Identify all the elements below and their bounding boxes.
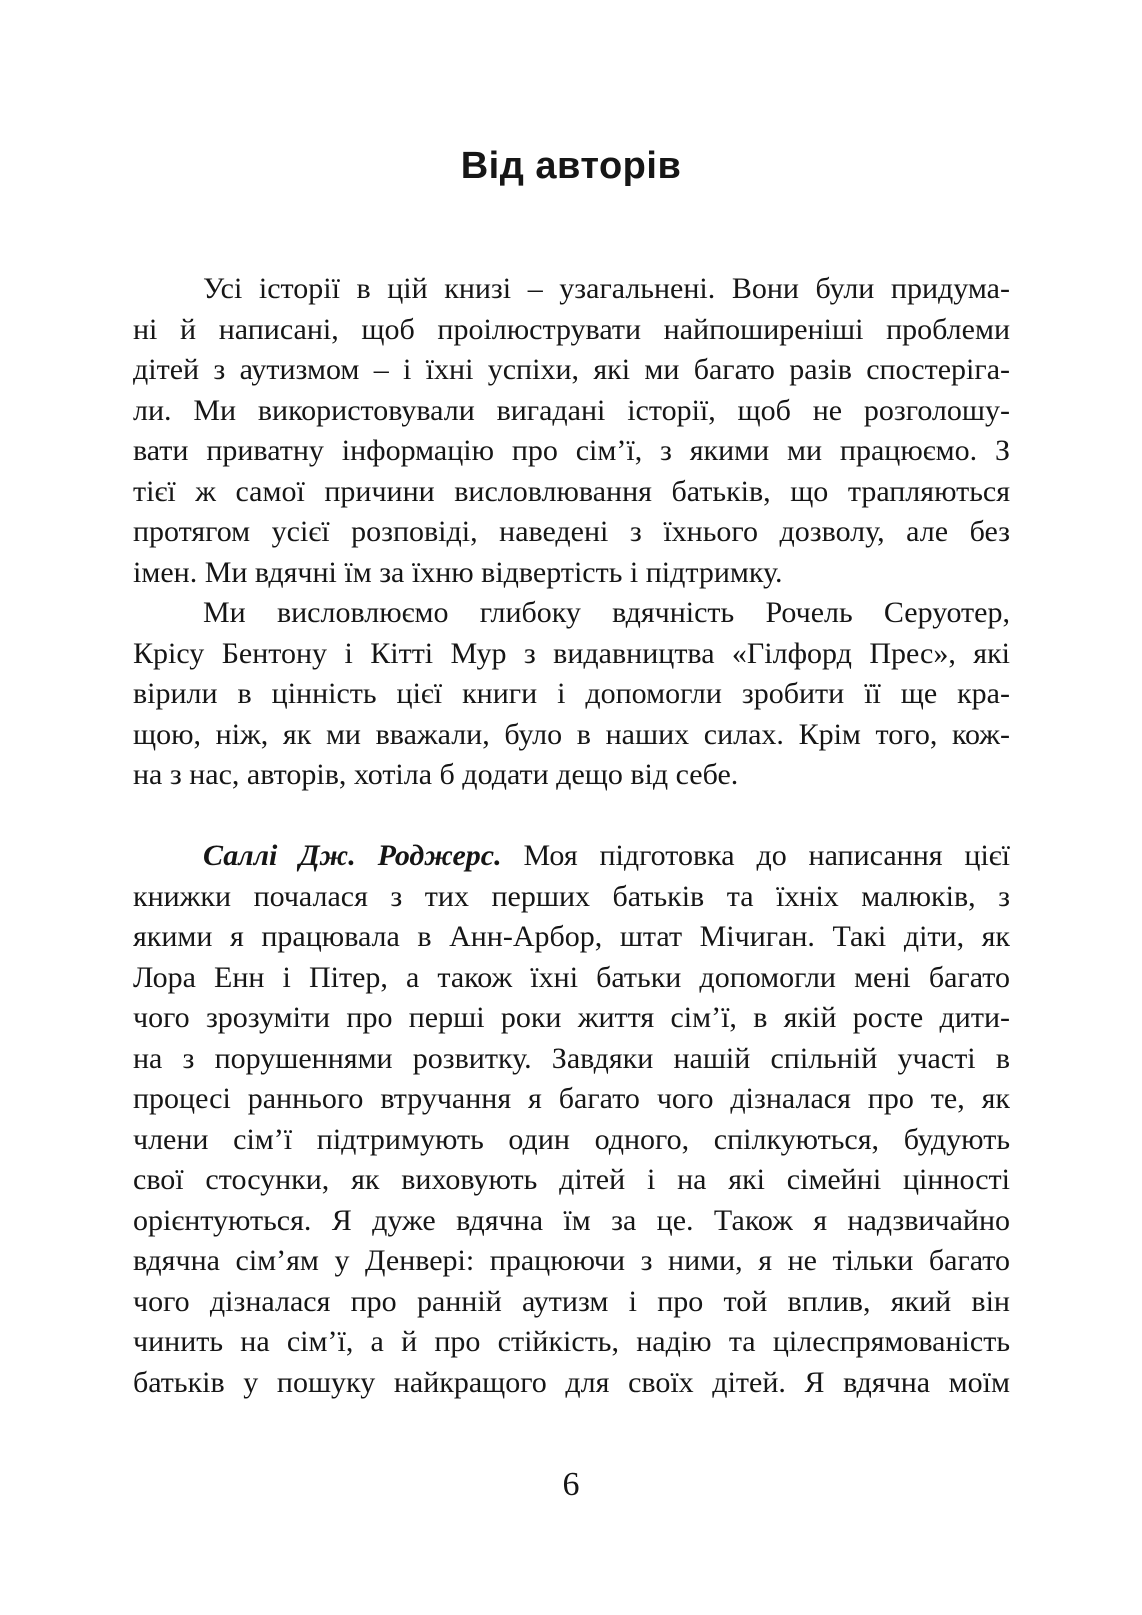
text-line: тієї ж самої причини висловлювання батьків, що трапляються — [133, 474, 1010, 508]
text-line: чинить на сім’ї, а й про стійкість, надію та цілеспрямованість — [133, 1325, 1010, 1358]
text-line: ні й написані, щоб проілюструвати найпоширеніші проблеми — [133, 312, 1010, 346]
text-line: на з порушеннями розвитку. Завдяки нашій спільній участі в — [133, 1041, 1010, 1075]
paragraph — [133, 836, 1010, 1403]
text-line: імен. Ми вдячні їм за їхню відвертість і підтримку. — [133, 555, 783, 589]
text-line: процесі раннього втручання я багато чого дізналася про те, як — [133, 1082, 1010, 1115]
text-line: якими я працювала в Анн-Арбор, штат Мічиган. Такі діти, як — [133, 920, 1010, 953]
text-line: члени сім’ї підтримують один одного, спілкуються, будують — [133, 1122, 1010, 1156]
text-line: протягом усієї розповіді, наведені з їхнього дозволу, але без — [133, 515, 1010, 548]
paragraph — [133, 593, 1010, 796]
text-line: Усі історії в цій книзі – узагальнені. Вони були придума- — [203, 272, 1010, 305]
text-line: батьків у пошуку найкращого для своїх дітей. Я вдячна моїм — [133, 1365, 1010, 1399]
text-line: Крісу Бентону і Кітті Мур з видавництва «Гілфорд Прес», які — [133, 636, 1010, 670]
paragraph — [133, 269, 1010, 593]
text-line: свої стосунки, як виховують дітей і на які сімейні цінності — [133, 1163, 1010, 1196]
text-line: Лора Енн і Пітер, а також їхні батьки допомогли мені багато — [133, 960, 1010, 994]
author-name: Саллі Дж. Роджерс. — [203, 839, 502, 872]
text-line: Ми висловлюємо глибоку вдячність Рочель Серуотер, — [203, 596, 1010, 629]
text-line: щою, ніж, як ми вважали, було в наших силах. Крім того, кож- — [133, 717, 1010, 751]
text-line: книжки почалася з тих перших батьків та їхніх малюків, з — [133, 879, 1010, 913]
text-line: чого зрозуміти про перші роки життя сім’ї, в якій росте дити- — [133, 1001, 1010, 1034]
text-line: на з нас, авторів, хотіла б додати дещо від себе. — [133, 758, 739, 791]
text-line: орієнтуються. Я дуже вдячна їм за це. Також я надзвичайно — [133, 1203, 1010, 1237]
text-line — [133, 836, 1010, 877]
text-line: вірили в цінність цієї книги і допомогли зробити її ще кра- — [133, 677, 1010, 710]
text-line: вдячна сім’ям у Денвері: працюючи з ними, я не тільки багато — [133, 1244, 1010, 1277]
text-line: дітей з аутизмом – і їхні успіхи, які ми багато разів спостеріга- — [133, 353, 1010, 386]
text-segment: Моя підготовка до написання цієї — [501, 839, 1010, 872]
text-line: вати приватну інформацію про сім’ї, з якими ми працюємо. З — [133, 434, 1010, 467]
page-number: 6 — [562, 1466, 580, 1503]
body-text — [133, 269, 1010, 1403]
text-line: ли. Ми використовували вигадані історії, щоб не розголошу- — [133, 393, 1010, 427]
text-line: чого дізналася про ранній аутизм і про той вплив, який він — [133, 1284, 1010, 1318]
page-title: Від авторів — [460, 145, 682, 187]
